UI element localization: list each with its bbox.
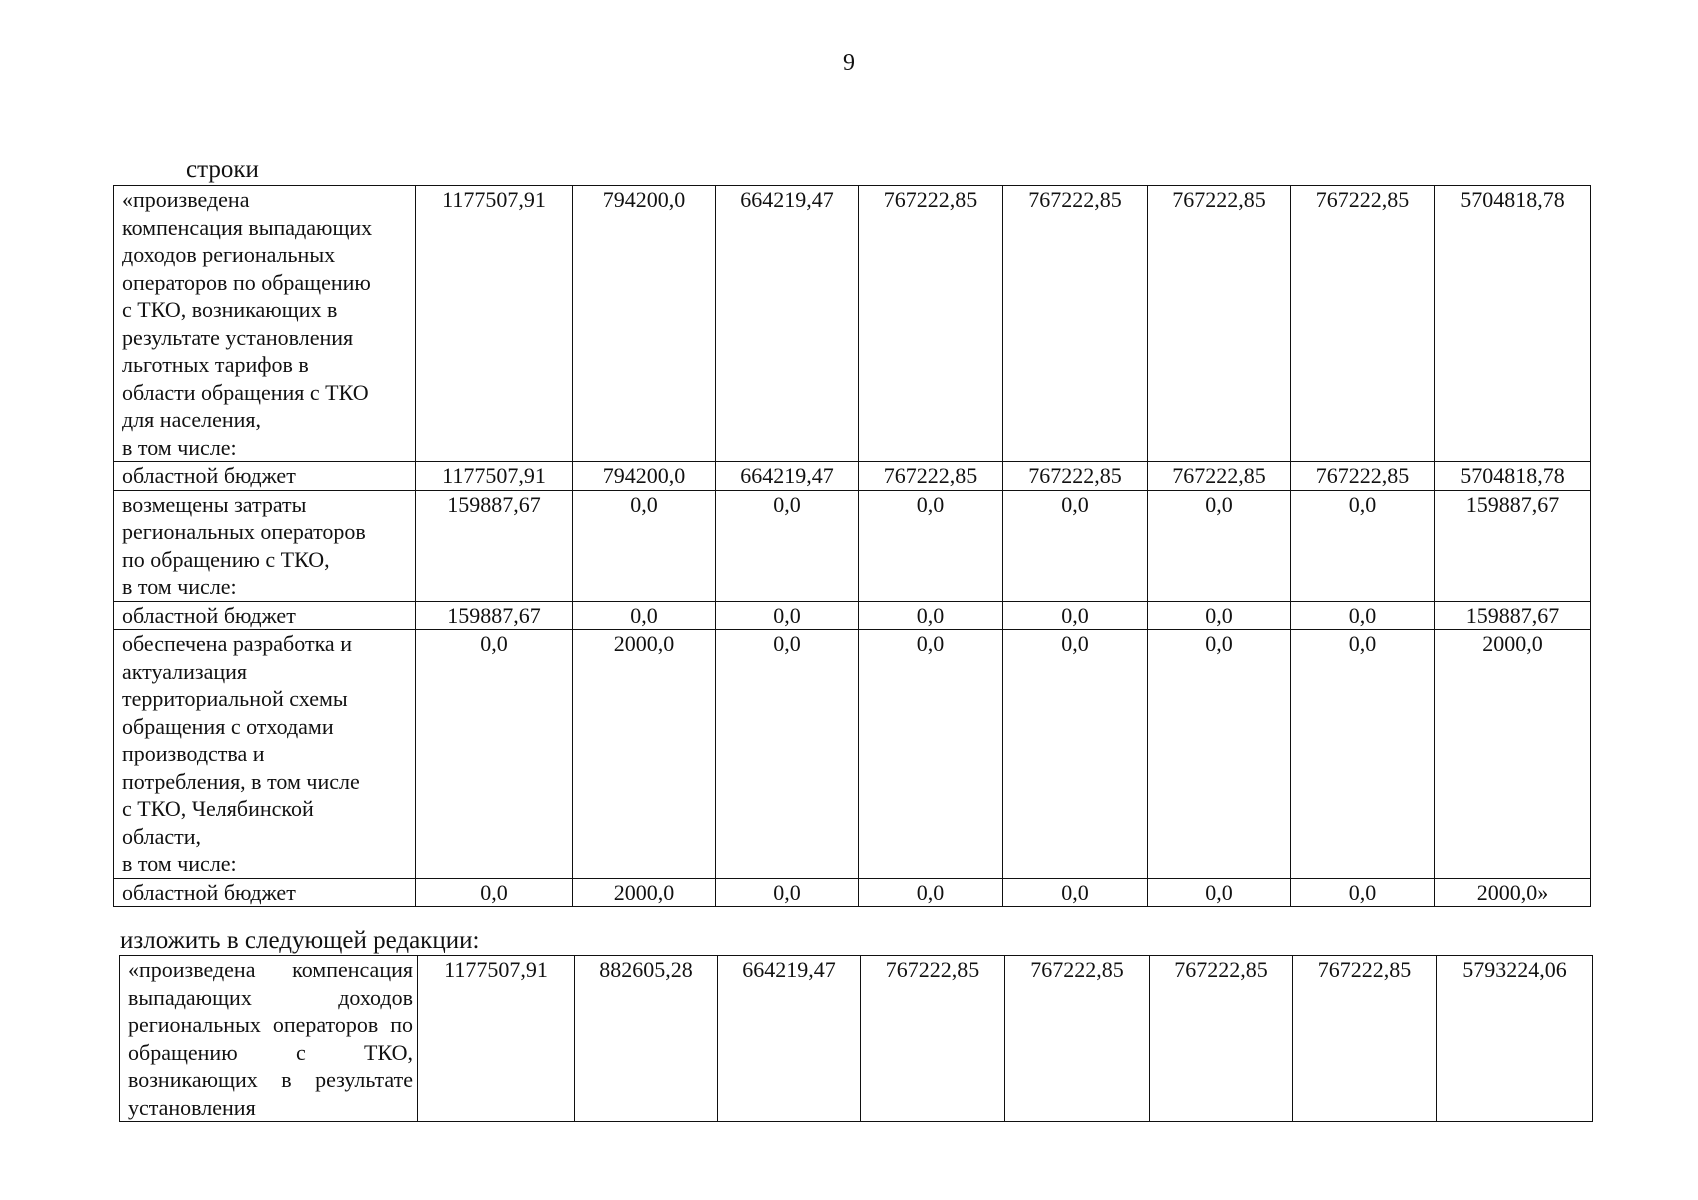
value-cell: 767222,85 xyxy=(1148,186,1291,462)
value-cell: 0,0 xyxy=(1003,630,1148,879)
value-cell: 0,0 xyxy=(1291,601,1435,630)
value-cell: 0,0 xyxy=(1003,601,1148,630)
value-cell: 767222,85 xyxy=(1148,462,1291,491)
value-cell: 2000,0 xyxy=(573,630,716,879)
value-cell: 0,0 xyxy=(416,878,573,907)
section-label-new-edition: изложить в следующей редакции: xyxy=(120,927,480,954)
value-cell: 5793224,06 xyxy=(1437,956,1593,1122)
value-cell: 0,0 xyxy=(1148,878,1291,907)
value-cell: 664219,47 xyxy=(718,956,861,1122)
value-cell: 159887,67 xyxy=(416,490,573,601)
value-cell: 0,0 xyxy=(1003,490,1148,601)
value-cell: 767222,85 xyxy=(861,956,1005,1122)
value-cell: 159887,67 xyxy=(1435,601,1591,630)
table-row xyxy=(114,630,1591,879)
value-cell: 1177507,91 xyxy=(416,186,573,462)
row-label-cell xyxy=(114,462,416,491)
table-row xyxy=(114,601,1591,630)
row-label: «произведена компенсация выпадающих доходов региональных операторов по обращению с ТКО, возникающих в результате установления льготных тарифов в области обращения с ТКО для населения, в том числе: xyxy=(122,187,373,460)
page-number: 9 xyxy=(843,50,855,76)
value-cell: 5704818,78 xyxy=(1435,186,1591,462)
value-cell: 767222,85 xyxy=(859,462,1003,491)
value-cell: 1177507,91 xyxy=(416,462,573,491)
value-cell: 664219,47 xyxy=(716,462,859,491)
value-cell: 0,0 xyxy=(859,630,1003,879)
row-label: «произведена компенсация выпадающих доходов региональных операторов по обращению с ТКО, возникающих в результате установления xyxy=(128,957,413,1120)
value-cell: 0,0 xyxy=(1003,878,1148,907)
value-cell: 794200,0 xyxy=(573,462,716,491)
row-label: областной бюджет xyxy=(122,602,296,628)
value-cell: 0,0 xyxy=(416,630,573,879)
value-cell: 0,0 xyxy=(859,878,1003,907)
new-funding-table xyxy=(119,955,1593,1122)
value-cell: 0,0 xyxy=(716,490,859,601)
table-row xyxy=(114,878,1591,907)
row-label-cell xyxy=(114,601,416,630)
value-cell: 767222,85 xyxy=(1291,186,1435,462)
value-cell: 2000,0 xyxy=(573,878,716,907)
value-cell: 2000,0» xyxy=(1435,878,1591,907)
value-cell: 0,0 xyxy=(1291,490,1435,601)
value-cell: 0,0 xyxy=(716,601,859,630)
row-label: областной бюджет xyxy=(122,879,296,905)
value-cell: 159887,67 xyxy=(416,601,573,630)
row-label-cell xyxy=(120,956,418,1122)
value-cell: 0,0 xyxy=(1148,490,1291,601)
value-cell: 0,0 xyxy=(573,601,716,630)
section-label-lines: строки xyxy=(186,156,259,183)
row-label-cell xyxy=(114,878,416,907)
value-cell: 767222,85 xyxy=(1003,462,1148,491)
table-row xyxy=(120,956,1593,1122)
value-cell: 0,0 xyxy=(1291,630,1435,879)
value-cell: 0,0 xyxy=(859,490,1003,601)
value-cell: 0,0 xyxy=(716,878,859,907)
value-cell: 767222,85 xyxy=(1293,956,1437,1122)
value-cell: 767222,85 xyxy=(859,186,1003,462)
row-label: возмещены затраты региональных операторов по обращению с ТКО, в том числе: xyxy=(122,491,366,599)
row-label-cell xyxy=(114,630,416,879)
value-cell: 767222,85 xyxy=(1003,186,1148,462)
value-cell: 0,0 xyxy=(573,490,716,601)
old-funding-table xyxy=(113,185,1591,907)
row-label: обеспечена разработка и актуализация территориальной схемы обращения с отходами производства и потребления, в том числе с ТКО, Челябинской области, в том числе: xyxy=(122,631,360,876)
value-cell: 0,0 xyxy=(716,630,859,879)
value-cell: 1177507,91 xyxy=(418,956,575,1122)
value-cell: 159887,67 xyxy=(1435,490,1591,601)
value-cell: 767222,85 xyxy=(1291,462,1435,491)
value-cell: 882605,28 xyxy=(575,956,718,1122)
value-cell: 767222,85 xyxy=(1150,956,1293,1122)
table-row xyxy=(114,462,1591,491)
value-cell: 794200,0 xyxy=(573,186,716,462)
value-cell: 0,0 xyxy=(859,601,1003,630)
value-cell: 5704818,78 xyxy=(1435,462,1591,491)
table-row xyxy=(114,490,1591,601)
value-cell: 0,0 xyxy=(1148,630,1291,879)
value-cell: 0,0 xyxy=(1148,601,1291,630)
value-cell: 767222,85 xyxy=(1005,956,1150,1122)
value-cell: 0,0 xyxy=(1291,878,1435,907)
row-label: областной бюджет xyxy=(122,463,296,488)
table-row xyxy=(114,186,1591,462)
value-cell: 664219,47 xyxy=(716,186,859,462)
value-cell: 2000,0 xyxy=(1435,630,1591,879)
row-label-cell xyxy=(114,186,416,462)
row-label-cell xyxy=(114,490,416,601)
